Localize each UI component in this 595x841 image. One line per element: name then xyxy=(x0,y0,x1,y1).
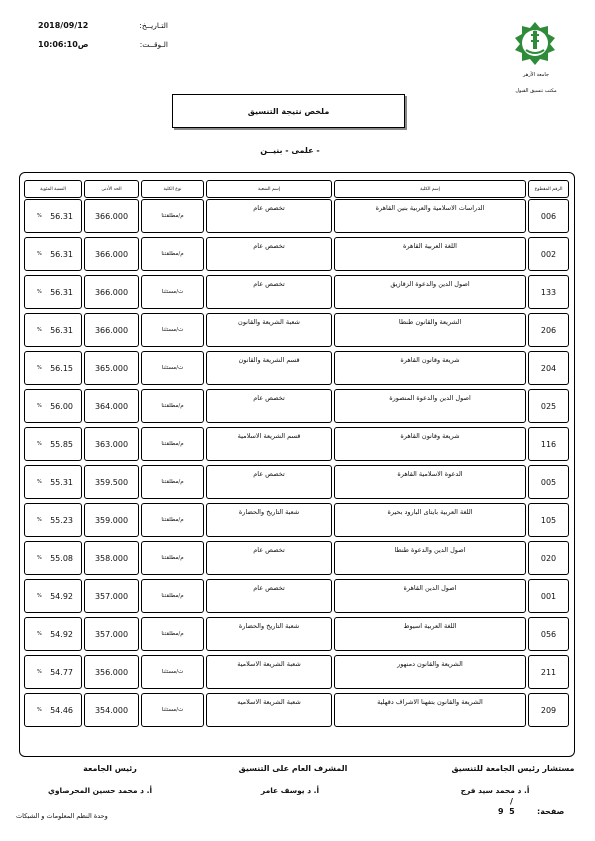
code-value: 105 xyxy=(540,515,557,525)
table-cell-college xyxy=(334,541,526,575)
college-value: اصول الدين والدعوة المنصورة xyxy=(389,394,471,402)
table-cell-branch xyxy=(206,693,332,727)
header-college: إسم الكلية xyxy=(334,180,526,198)
table-cell-branch xyxy=(206,503,332,537)
table-cell-code xyxy=(528,351,569,385)
table-cell-pct xyxy=(24,541,82,575)
table-cell-min xyxy=(84,237,139,271)
code-value: 006 xyxy=(540,211,557,221)
percent-value: 55.85 xyxy=(50,439,73,449)
date-label: التـاريــخ: xyxy=(139,21,168,30)
branch-value: قسم الشريعة الاسلامية xyxy=(237,432,301,440)
branch-value: شعبة التاريخ والحضارة xyxy=(238,622,300,630)
report-subtitle: - علمى - بنيــن xyxy=(260,146,320,155)
table-cell-college xyxy=(334,275,526,309)
branch-value: تخصص عام xyxy=(253,204,285,212)
table-cell-branch xyxy=(206,351,332,385)
table-cell-branch xyxy=(206,579,332,613)
time-row xyxy=(38,35,168,54)
min-value: 363.000 xyxy=(94,439,129,449)
branch-value: شعبة التاريخ والحضارة xyxy=(238,508,300,516)
table-cell-pct xyxy=(24,351,82,385)
table-cell-pct xyxy=(24,199,82,233)
branch-value: تخصص عام xyxy=(253,394,285,402)
table-cell-type xyxy=(141,617,204,651)
table-cell-pct xyxy=(24,503,82,537)
percent-sign: % xyxy=(37,555,42,561)
table-cell-min xyxy=(84,351,139,385)
college-value: اصول الدين القاهرة xyxy=(403,584,457,592)
table-cell-pct xyxy=(24,693,82,727)
type-value: ت/مستثنا xyxy=(161,707,184,713)
college-value: الشريعة والقانون طنطا xyxy=(398,318,462,326)
table-cell-college xyxy=(334,237,526,271)
table-cell-college xyxy=(334,503,526,537)
percent-sign: % xyxy=(37,441,42,447)
type-value: م/مطلقتنا xyxy=(161,213,184,219)
percent-sign: % xyxy=(37,631,42,637)
code-value: 002 xyxy=(540,249,557,259)
page-label: صفحة: xyxy=(537,807,565,816)
table-cell-min xyxy=(84,693,139,727)
college-value: اصول الدين والدعوة طنطا xyxy=(394,546,466,554)
president-title: رئيس الجامعة xyxy=(83,764,137,773)
table-cell-branch xyxy=(206,655,332,689)
percent-value: 55.23 xyxy=(50,515,73,525)
advisor-name: أ. د محمد سيد فرج xyxy=(460,786,530,795)
min-value: 366.000 xyxy=(94,287,129,297)
code-value: 005 xyxy=(540,477,557,487)
min-value: 366.000 xyxy=(94,249,129,259)
table-cell-code xyxy=(528,503,569,537)
table-cell-code xyxy=(528,579,569,613)
header-code: الرقم المقطوع xyxy=(528,180,569,198)
table-cell-type xyxy=(141,275,204,309)
min-value: 364.000 xyxy=(94,401,129,411)
percent-sign: % xyxy=(37,365,42,371)
percent-sign: % xyxy=(37,479,42,485)
branch-value: تخصص عام xyxy=(253,546,285,554)
table-cell-college xyxy=(334,693,526,727)
advisor-title: مستشار رئيس الجامعة للتنسيق xyxy=(451,764,575,773)
supervisor-name: أ. د يوسف عامر xyxy=(260,786,320,795)
page-total: 9 xyxy=(498,807,504,816)
university-logo-icon xyxy=(512,20,558,66)
page-number xyxy=(498,807,515,816)
min-value: 359.500 xyxy=(94,477,129,487)
table-cell-code xyxy=(528,389,569,423)
min-value: 357.000 xyxy=(94,629,129,639)
table-cell-type xyxy=(141,503,204,537)
type-value: ت/مستثنا xyxy=(161,289,184,295)
header-percent: النسبة المئوية xyxy=(24,180,82,198)
table-cell-min xyxy=(84,579,139,613)
min-value: 358.000 xyxy=(94,553,129,563)
branch-value: شعبة الشريعة الاسلاميه xyxy=(237,698,301,706)
table-cell-min xyxy=(84,465,139,499)
branch-value: تخصص عام xyxy=(253,242,285,250)
code-value: 056 xyxy=(540,629,557,639)
table-cell-type xyxy=(141,693,204,727)
table-cell-pct xyxy=(24,389,82,423)
table-cell-code xyxy=(528,237,569,271)
code-value: 020 xyxy=(540,553,557,563)
table-cell-code xyxy=(528,465,569,499)
percent-sign: % xyxy=(37,251,42,257)
min-value: 365.000 xyxy=(94,363,129,373)
table-cell-branch xyxy=(206,617,332,651)
table-cell-type xyxy=(141,579,204,613)
code-value: 204 xyxy=(540,363,557,373)
date-value: 2018/09/12 xyxy=(38,21,89,30)
table-cell-college xyxy=(334,389,526,423)
table-cell-code xyxy=(528,655,569,689)
percent-value: 55.31 xyxy=(50,477,73,487)
table-cell-college xyxy=(334,617,526,651)
percent-value: 54.92 xyxy=(50,591,73,601)
table-cell-code xyxy=(528,541,569,575)
table-cell-college xyxy=(334,579,526,613)
code-value: 116 xyxy=(540,439,557,449)
table-cell-type xyxy=(141,389,204,423)
footer-unit: وحدة النظم المعلومات و الشبكات xyxy=(16,812,108,820)
code-value: 211 xyxy=(540,667,557,677)
table-cell-college xyxy=(334,351,526,385)
min-value: 356.000 xyxy=(94,667,129,677)
table-cell-pct xyxy=(24,275,82,309)
branch-value: شعبة الشريعة الاسلامية xyxy=(237,660,301,668)
percent-value: 54.46 xyxy=(50,705,73,715)
table-cell-college xyxy=(334,199,526,233)
min-value: 366.000 xyxy=(94,211,129,221)
table-cell-pct xyxy=(24,237,82,271)
table-cell-min xyxy=(84,617,139,651)
table-cell-pct xyxy=(24,579,82,613)
type-value: ت/مستثنا xyxy=(161,365,184,371)
table-cell-college xyxy=(334,655,526,689)
college-value: الدعوة الاسلامية القاهرة xyxy=(397,470,463,478)
page-separator: / xyxy=(510,797,513,806)
percent-sign: % xyxy=(37,403,42,409)
percent-sign: % xyxy=(37,289,42,295)
college-value: اصول الدين والدعوة الزقازيق xyxy=(390,280,470,288)
type-value: م/مطلقتنا xyxy=(161,631,184,637)
table-cell-type xyxy=(141,427,204,461)
table-cell-branch xyxy=(206,427,332,461)
college-value: الدراسات الاسلامية والعربية بنين القاهرة xyxy=(375,204,485,212)
table-cell-branch xyxy=(206,275,332,309)
percent-value: 54.92 xyxy=(50,629,73,639)
percent-value: 56.31 xyxy=(50,211,73,221)
logo-caption-university: جامعة الأزهر xyxy=(522,72,550,78)
college-value: اللغة العربية القاهرة xyxy=(403,242,457,250)
percent-sign: % xyxy=(37,327,42,333)
type-value: ت/مستثنا xyxy=(161,327,184,333)
table-cell-branch xyxy=(206,237,332,271)
type-value: م/مطلقتنا xyxy=(161,555,184,561)
branch-value: تخصص عام xyxy=(253,470,285,478)
code-value: 133 xyxy=(540,287,557,297)
type-value: ت/مستثنا xyxy=(161,669,184,675)
min-value: 357.000 xyxy=(94,591,129,601)
branch-value: قسم الشريعة والقانون xyxy=(238,356,300,364)
table-cell-code xyxy=(528,617,569,651)
percent-value: 55.08 xyxy=(50,553,73,563)
table-cell-pct xyxy=(24,313,82,347)
percent-sign: % xyxy=(37,213,42,219)
table-cell-branch xyxy=(206,465,332,499)
table-cell-min xyxy=(84,541,139,575)
code-value: 001 xyxy=(540,591,557,601)
college-value: اللغة العربية اسيوط xyxy=(403,622,457,630)
page-current: 5 xyxy=(509,807,515,816)
table-cell-college xyxy=(334,465,526,499)
type-value: م/مطلقتنا xyxy=(161,441,184,447)
min-value: 359.000 xyxy=(94,515,129,525)
table-cell-type xyxy=(141,541,204,575)
percent-value: 56.31 xyxy=(50,325,73,335)
table-cell-code xyxy=(528,427,569,461)
header-branch: إسم الشعبة xyxy=(206,180,332,198)
min-value: 366.000 xyxy=(94,325,129,335)
table-cell-code xyxy=(528,313,569,347)
president-name: أ. د محمد حسين المحرصاوي xyxy=(47,786,153,795)
code-value: 209 xyxy=(540,705,557,715)
table-cell-min xyxy=(84,389,139,423)
report-meta xyxy=(38,16,168,54)
college-value: الشريعة والقانون دمنهور xyxy=(397,660,463,668)
header-type: نوع الكلية xyxy=(141,180,204,198)
percent-value: 56.15 xyxy=(50,363,73,373)
college-value: شريعة وقانون القاهرة xyxy=(400,432,460,440)
type-value: م/مطلقتنا xyxy=(161,251,184,257)
table-cell-type xyxy=(141,655,204,689)
college-value: اللغة العربية بايتاى البارود بحيرة xyxy=(387,508,473,516)
percent-sign: % xyxy=(37,517,42,523)
table-cell-code xyxy=(528,199,569,233)
percent-sign: % xyxy=(37,669,42,675)
table-cell-min xyxy=(84,313,139,347)
table-cell-branch xyxy=(206,199,332,233)
type-value: م/مطلقتنا xyxy=(161,403,184,409)
percent-value: 56.31 xyxy=(50,249,73,259)
branch-value: تخصص عام xyxy=(253,280,285,288)
report-title-box xyxy=(172,94,405,128)
table-cell-type xyxy=(141,313,204,347)
time-value: ص10:06:10 xyxy=(38,40,89,49)
table-cell-type xyxy=(141,237,204,271)
min-value: 354.000 xyxy=(94,705,129,715)
table-cell-college xyxy=(334,313,526,347)
percent-sign: % xyxy=(37,593,42,599)
table-cell-min xyxy=(84,199,139,233)
table-cell-min xyxy=(84,503,139,537)
table-cell-branch xyxy=(206,389,332,423)
table-cell-branch xyxy=(206,313,332,347)
table-cell-code xyxy=(528,275,569,309)
table-cell-pct xyxy=(24,655,82,689)
table-cell-college xyxy=(334,427,526,461)
table-cell-code xyxy=(528,693,569,727)
percent-value: 56.31 xyxy=(50,287,73,297)
code-value: 025 xyxy=(540,401,557,411)
type-value: م/مطلقتنا xyxy=(161,593,184,599)
table-cell-type xyxy=(141,351,204,385)
date-row xyxy=(38,16,168,35)
supervisor-title: المشرف العام على التنسيق xyxy=(238,764,348,773)
table-cell-pct xyxy=(24,465,82,499)
time-label: الـوقــت: xyxy=(139,40,168,49)
table-cell-min xyxy=(84,427,139,461)
table-cell-type xyxy=(141,465,204,499)
report-title: ملخص نتيجة التنسيق xyxy=(247,106,330,116)
table-cell-min xyxy=(84,275,139,309)
type-value: م/مطلقتنا xyxy=(161,479,184,485)
header-min: الحد الأدنى xyxy=(84,180,139,198)
table-cell-branch xyxy=(206,541,332,575)
college-value: الشريعة والقانون بتفهنا الاشراف دقهلية xyxy=(377,698,483,706)
branch-value: شعبة الشريعة والقانون xyxy=(238,318,300,326)
table-cell-min xyxy=(84,655,139,689)
logo-caption-office: مكتب تنسيق القبول xyxy=(515,88,557,94)
percent-value: 56.00 xyxy=(50,401,73,411)
code-value: 206 xyxy=(540,325,557,335)
percent-sign: % xyxy=(37,707,42,713)
table-cell-pct xyxy=(24,427,82,461)
branch-value: تخصص عام xyxy=(253,584,285,592)
table-cell-type xyxy=(141,199,204,233)
percent-value: 54.77 xyxy=(50,667,73,677)
college-value: شريعة وقانون القاهرة xyxy=(400,356,460,364)
table-cell-pct xyxy=(24,617,82,651)
type-value: م/مطلقتنا xyxy=(161,517,184,523)
